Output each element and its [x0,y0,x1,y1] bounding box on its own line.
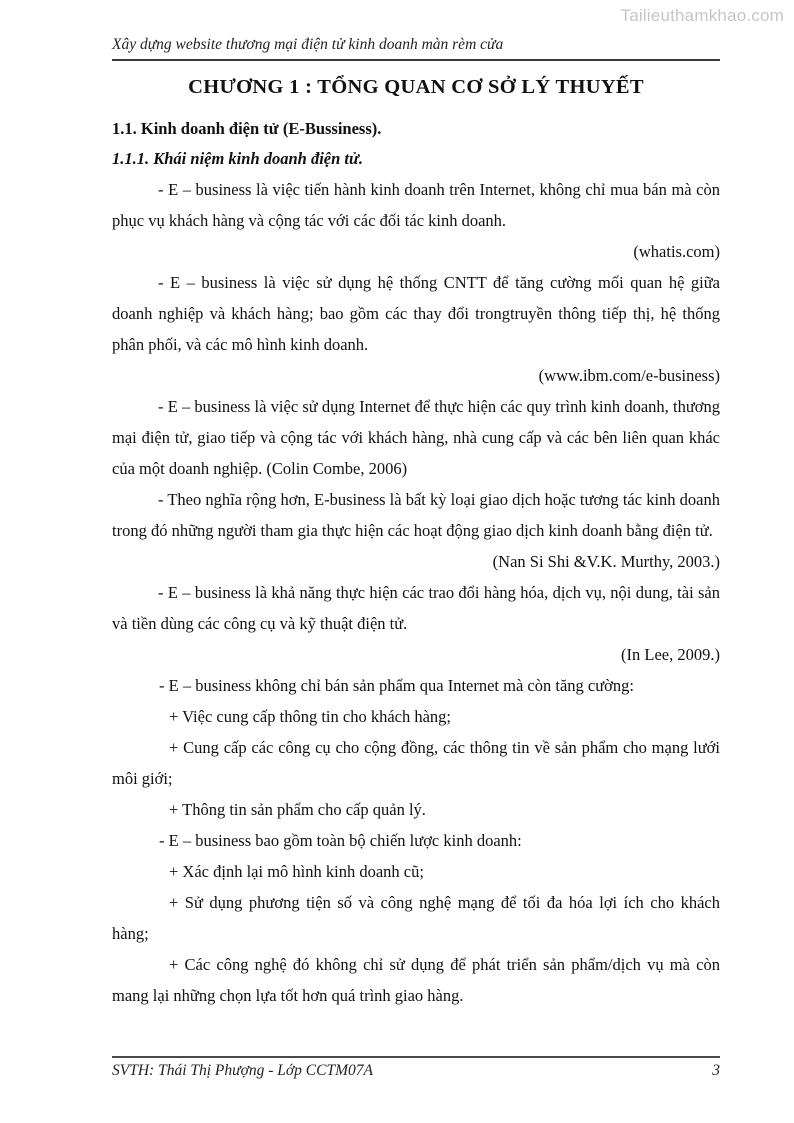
list-item-plus: + Xác định lại mô hình kinh doanh cũ; [169,862,424,881]
list-item-plus: + Các công nghệ đó không chỉ sử dụng để phát triển sản phẩm/dịch vụ mà còn mang lại những chọn lựa tốt hơn quá trình giao hàng. [112,955,720,1005]
section-heading-1-1: 1.1. Kinh doanh điện tử (E-Bussiness). [112,119,382,138]
citation: (whatis.com) [633,242,720,261]
chapter-title: CHƯƠNG 1 : TỔNG QUAN CƠ SỞ LÝ THUYẾT [188,76,644,98]
list-item-plus: + Thông tin sản phẩm cho cấp quản lý. [169,800,426,819]
running-header-title: Xây dựng website thương mại điện tử kinh doanh màn rèm cửa [112,36,504,53]
watermark: Tailieuthamkhao.com [620,6,784,25]
list-item-plus: + Việc cung cấp thông tin cho khách hàng; [169,707,452,726]
page-content [112,74,720,1011]
footer-author: SVTH: Thái Thị Phượng - Lớp CCTM07A [112,1062,373,1079]
page-footer [112,1056,720,1080]
list-item-dash: - E – business không chỉ bán sản phẩm qua Internet mà còn tăng cường: [159,676,634,695]
subsection-heading-1-1-1: 1.1.1. Khái niệm kinh doanh điện tử. [112,149,364,168]
paragraph: - Theo nghĩa rộng hơn, E-business là bất kỳ loại giao dịch hoặc tương tác kinh doanh trong đó những người tham gia thực hiện các hoạt động giao dịch kinh doanh bằng điện tử. [112,490,720,540]
citation: (Nan Si Shi &V.K. Murthy, 2003.) [492,552,720,571]
paragraph: - E – business là việc sử dụng hệ thống CNTT để tăng cường mối quan hệ giữa doanh nghiệp và khách hàng; bao gồm các thay đổi trongtruyền thông tiếp thị, hệ thống phân phối, và các mô hình kinh doanh. [112,273,720,354]
running-header [112,36,720,61]
citation: (www.ibm.com/e-business) [538,366,720,385]
paragraph: - E – business là việc tiến hành kinh doanh trên Internet, không chỉ mua bán mà còn phục vụ khách hàng và cộng tác với các đối tác kinh doanh. [112,180,720,230]
citation: (In Lee, 2009.) [621,645,720,664]
list-item-plus: + Sử dụng phương tiện số và công nghệ mạng để tối đa hóa lợi ích cho khách hàng; [112,893,720,943]
footer-page-number: 3 [712,1062,720,1079]
body-text [112,174,720,1011]
paragraph: - E – business là việc sử dụng Internet để thực hiện các quy trình kinh doanh, thương mại điện tử, giao tiếp và cộng tác với khách hàng, nhà cung cấp và các bên liên quan khác của một doanh nghiệp. (Colin Combe, 2006) [112,397,720,478]
list-item-plus: + Cung cấp các công cụ cho cộng đồng, các thông tin về sản phẩm cho mạng lưới môi giới; [112,738,720,788]
paragraph: - E – business là khả năng thực hiện các trao đổi hàng hóa, dịch vụ, nội dung, tài sản và tiền dùng các công cụ và kỹ thuật điện tử. [112,583,720,633]
list-item-dash: - E – business bao gồm toàn bộ chiến lược kinh doanh: [159,831,522,850]
